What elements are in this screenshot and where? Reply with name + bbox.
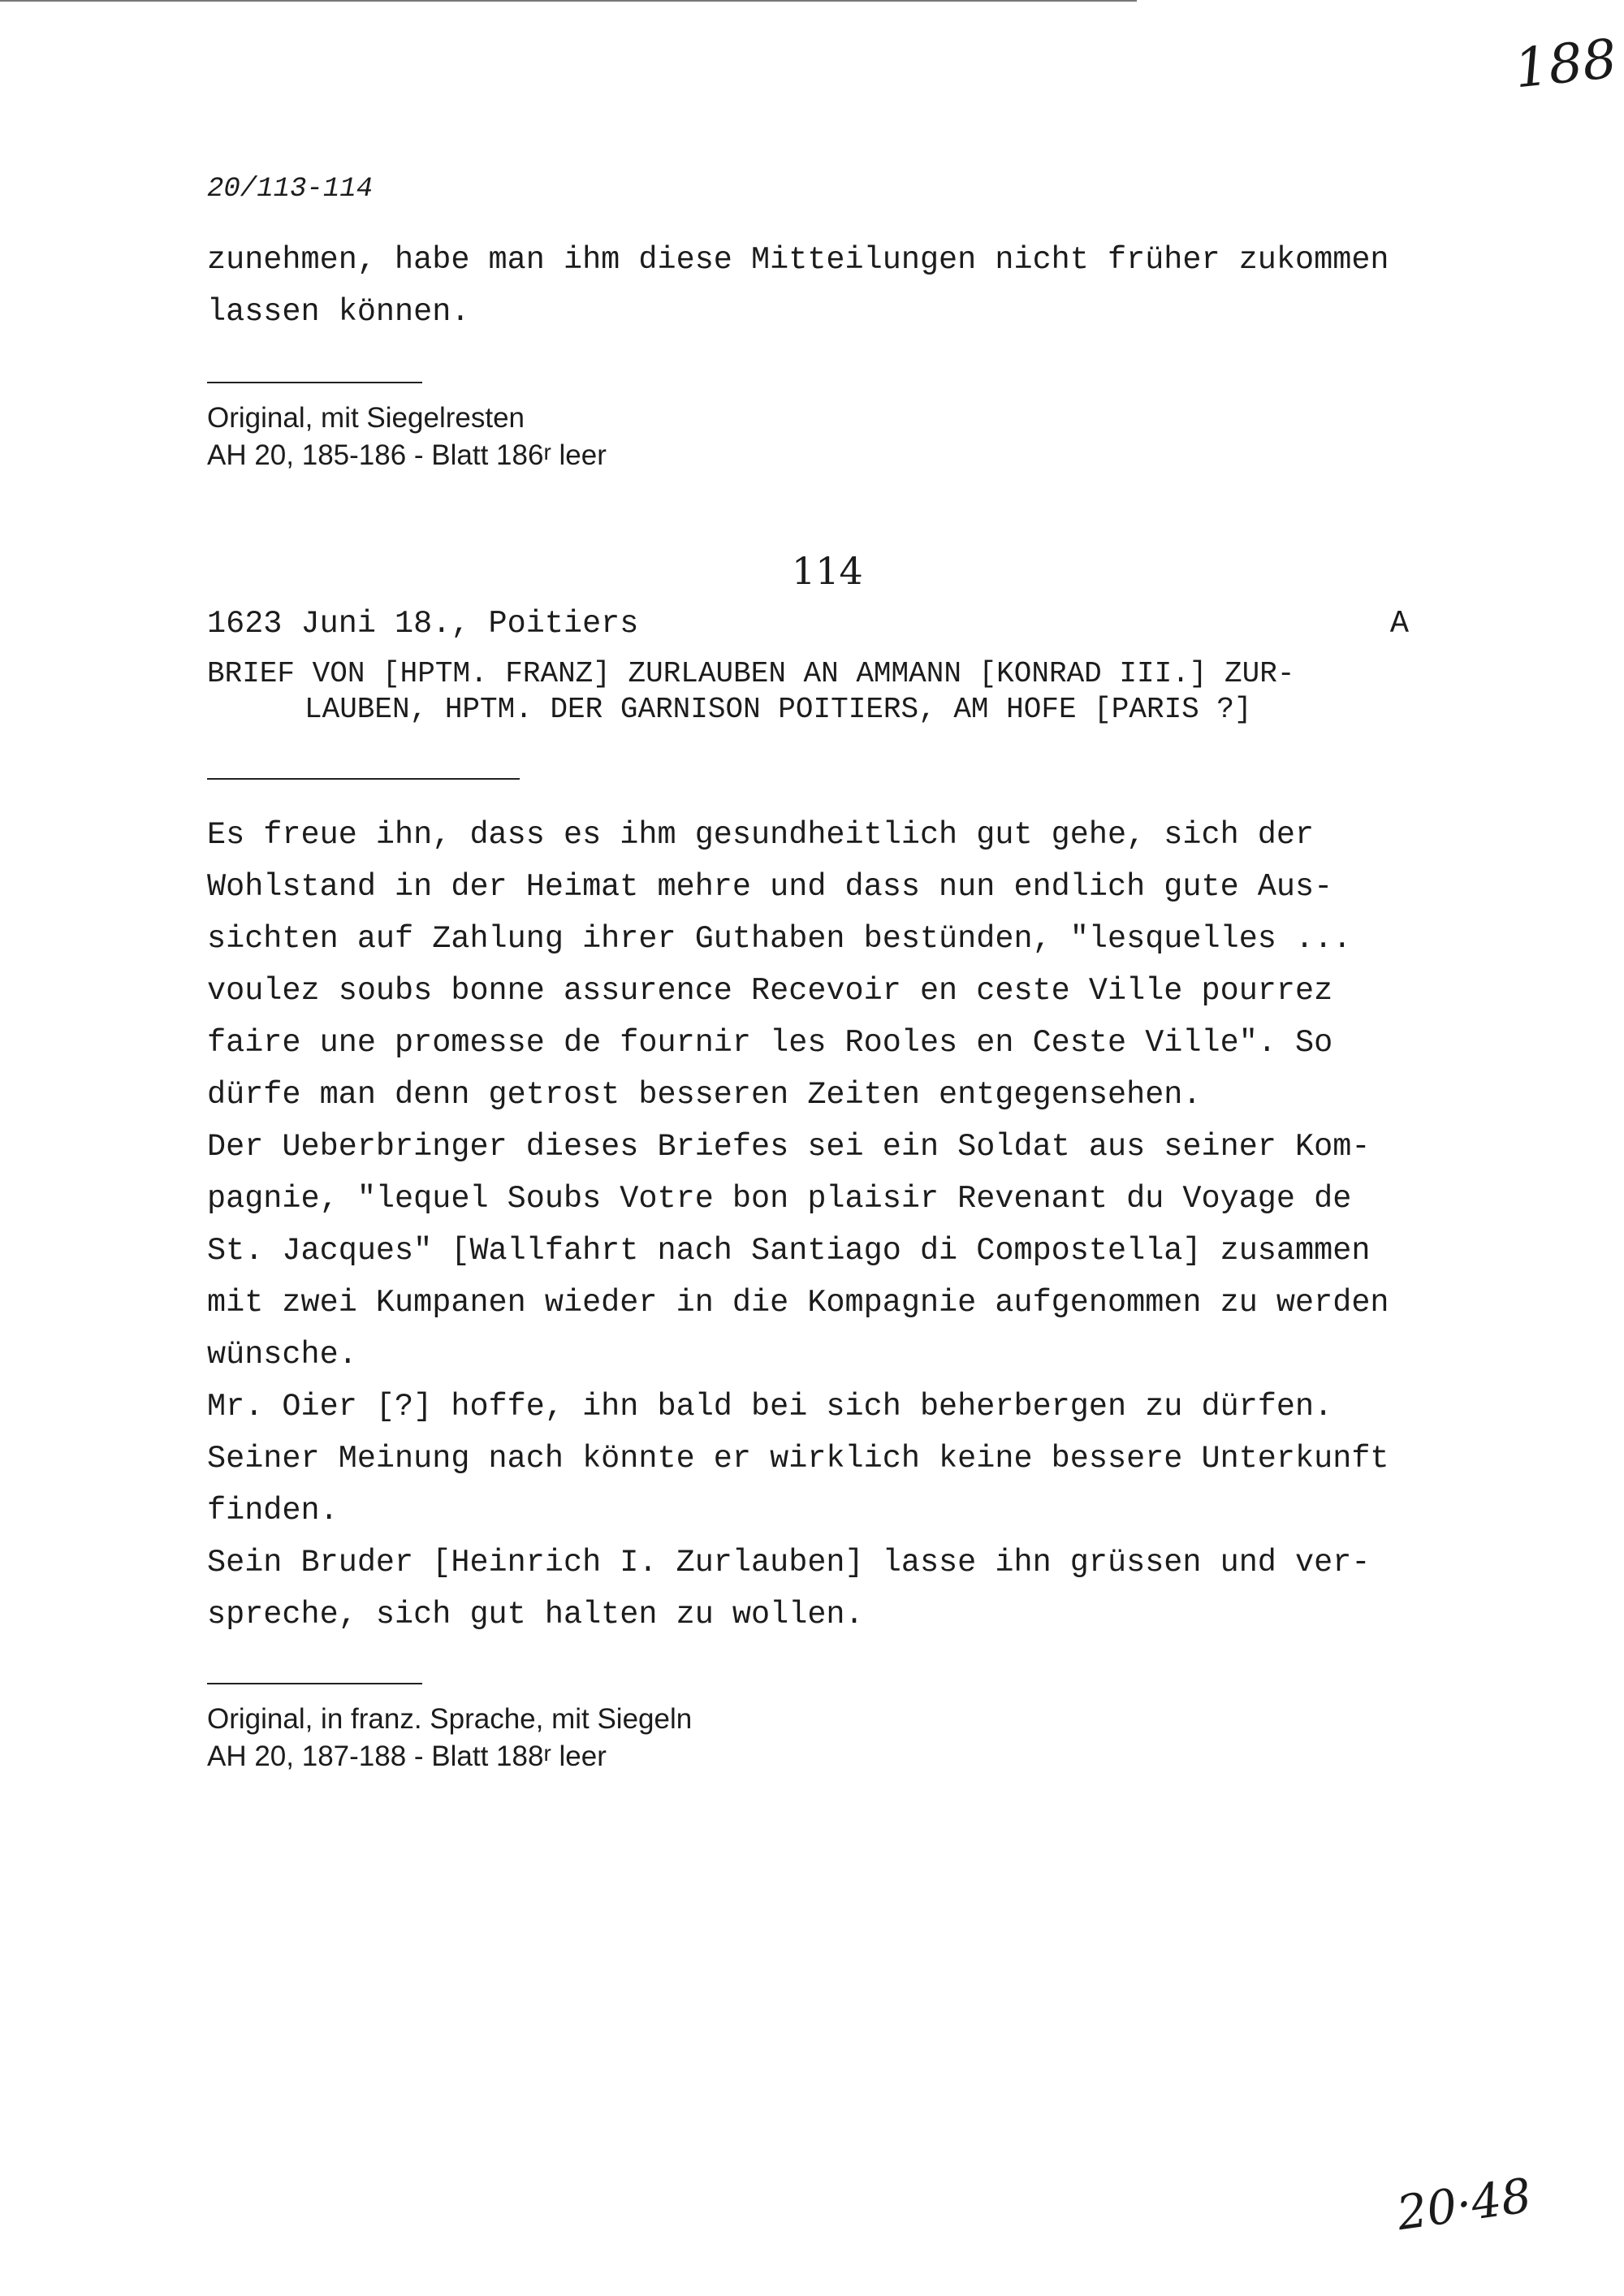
footnote-archive-ref: AH 20, 187-188 - Blatt 188: [207, 1740, 544, 1772]
body-line: wünsche.: [207, 1337, 357, 1373]
intro-paragraph: [207, 234, 1506, 338]
document-number: 114: [792, 549, 863, 593]
body-line: Sein Bruder [Heinrich I. Zurlauben] lasse ihn grüssen und ver-: [207, 1545, 1371, 1580]
header-reference: 20/113-114: [207, 174, 374, 205]
body-line: Seiner Meinung nach könnte er wirklich keine bessere Unterkunft: [207, 1441, 1389, 1477]
body-line: Mr. Oier [?] hoffe, ihn bald bei sich beherbergen zu dürfen.: [207, 1389, 1333, 1425]
body-line: dürfe man denn getrost besseren Zeiten entgegensehen.: [207, 1077, 1202, 1113]
footnote-line: Original, mit Siegelresten: [207, 402, 525, 434]
body-line: Der Ueberbringer dieses Briefes sei ein Soldat aus seiner Kom-: [207, 1129, 1371, 1165]
body-line: mit zwei Kumpanen wieder in die Kompagnie aufgenommen zu werden: [207, 1285, 1389, 1321]
footnote-leer: leer: [551, 439, 607, 471]
footnote-recto-mark: r: [543, 1740, 551, 1766]
body-line: Es freue ihn, dass es ihm gesundheitlich gut gehe, sich der: [207, 817, 1315, 853]
document-body: [207, 809, 1506, 1641]
body-line: finden.: [207, 1493, 339, 1529]
intro-line: lassen können.: [207, 294, 470, 330]
footnote-line: Original, in franz. Sprache, mit Siegeln: [207, 1703, 693, 1735]
footnote-source-1: [207, 400, 607, 476]
footnote-leer: leer: [551, 1740, 607, 1772]
document-title-line: LAUBEN, HPTM. DER GARNISON POITIERS, AM HOFE [PARIS ?]: [304, 693, 1252, 726]
document-date-place: 1623 Juni 18., Poitiers: [207, 606, 639, 642]
body-line: pagnie, "lequel Soubs Votre bon plaisir Revenant du Voyage de: [207, 1181, 1352, 1217]
body-line: spreche, sich gut halten zu wollen.: [207, 1597, 864, 1632]
footnote-line: [207, 437, 607, 476]
top-edge-rule: [0, 0, 1137, 2]
footnote-recto-mark: r: [543, 439, 551, 465]
body-line: voulez soubs bonne assurence Recevoir en ceste Ville pourrez: [207, 973, 1333, 1009]
handwritten-page-number: 188: [1511, 27, 1620, 101]
title-rule: [207, 778, 520, 780]
handwritten-bottom-mark: 20·48: [1393, 2167, 1535, 2242]
body-line: Wohlstand in der Heimat mehre und dass nun endlich gute Aus-: [207, 869, 1333, 905]
footnote-rule: [207, 1683, 422, 1684]
body-line: St. Jacques" [Wallfahrt nach Santiago di Compostella] zusammen: [207, 1233, 1371, 1269]
body-line: sichten auf Zahlung ihrer Guthaben bestünden, "lesquelles ...: [207, 921, 1352, 957]
footnote-rule: [207, 382, 422, 383]
document-title-line: BRIEF VON [HPTM. FRANZ] ZURLAUBEN AN AMMANN [KONRAD III.] ZUR-: [207, 657, 1295, 690]
document-category: A: [1389, 606, 1409, 642]
footnote-line: [207, 1738, 692, 1777]
document-title: [207, 656, 1294, 728]
footnote-source-2: [207, 1701, 692, 1777]
footnote-archive-ref: AH 20, 185-186 - Blatt 186: [207, 439, 544, 471]
body-line: faire une promesse de fournir les Rooles en Ceste Ville". So: [207, 1025, 1333, 1061]
intro-line: zunehmen, habe man ihm diese Mitteilungen nicht früher zukommen: [207, 242, 1389, 278]
